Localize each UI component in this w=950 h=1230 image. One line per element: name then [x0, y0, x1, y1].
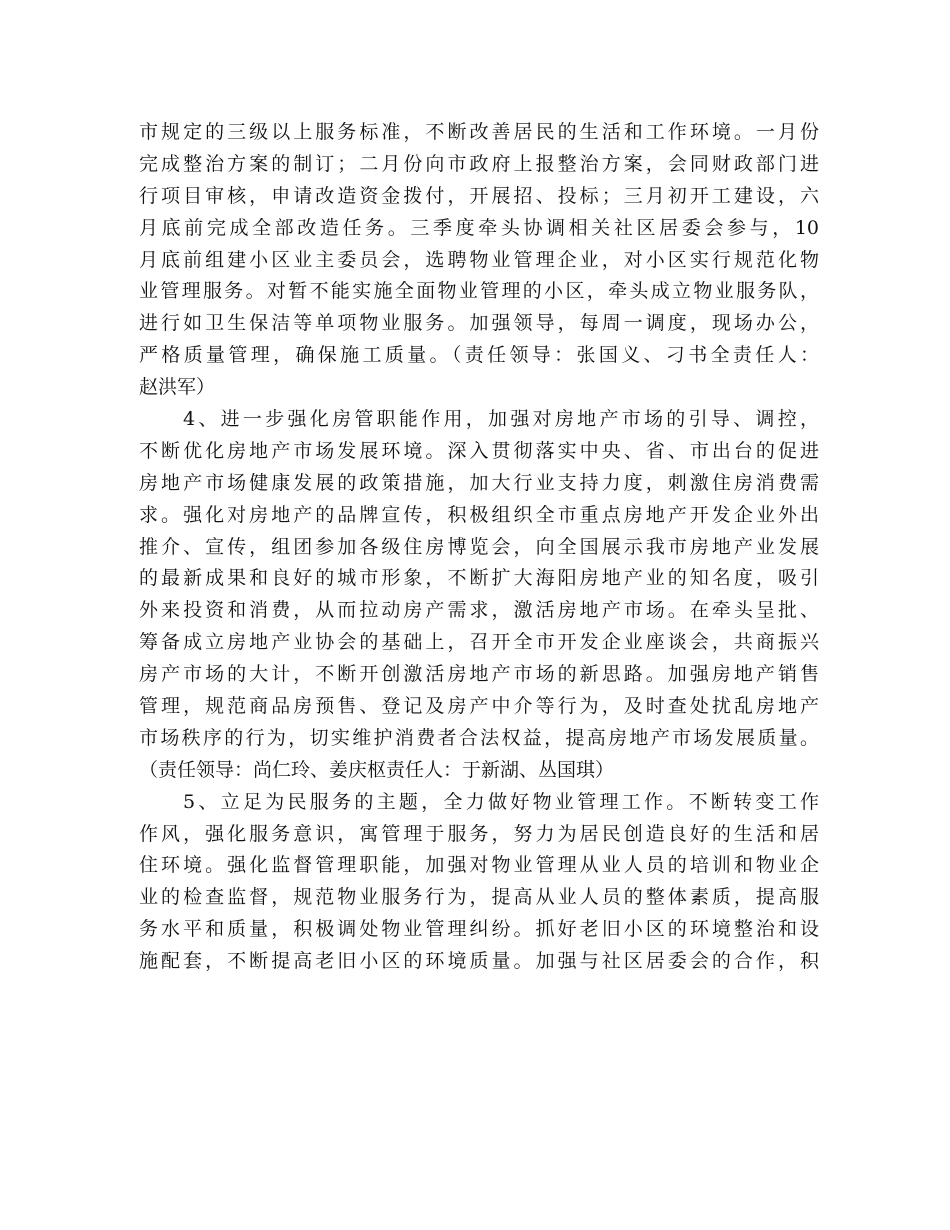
text-line: 外来投资和消费，从而拉动房产需求，激活房地产市场。在牵头呈批、 [139, 599, 819, 622]
text-line: 的最新成果和良好的城市形象，不断扩大海阳房地产业的知名度，吸引 [139, 567, 819, 590]
document-page [139, 117, 819, 978]
text-line: 求。强化对房地产的品牌宣传，积极组织全市重点房地产开发企业外出 [139, 503, 819, 526]
paragraph-1 [139, 117, 819, 404]
text-line: 不断优化房地产市场发展环境。深入贯彻落实中央、省、市出台的促进 [139, 439, 819, 462]
text-line: 完成整治方案的制订；二月份向市政府上报整治方案，会同财政部门进 [139, 152, 819, 175]
text-line: 务水平和质量，积极调处物业管理纠纷。抓好老旧小区的环境整治和设 [139, 918, 819, 941]
text-line: 严格质量管理，确保施工质量。（责任领导：张国义、刁书全责任人： [139, 344, 819, 367]
text-line: 5、立足为民服务的主题，全力做好物业管理工作。不断转变工作 [183, 790, 819, 813]
text-line: 管理，规范商品房预售、登记及房产中介等行为，及时查处扰乱房地产 [139, 695, 819, 718]
text-line: 4、进一步强化房管职能作用，加强对房地产市场的引导、调控， [183, 408, 819, 431]
text-line: 住环境。强化监督管理职能，加强对物业管理从业人员的培训和物业企 [139, 854, 819, 877]
text-line: （责任领导：尚仁玲、姜庆枢责任人：于新湖、丛国琪） [139, 758, 615, 781]
text-line: 施配套，不断提高老旧小区的环境质量。加强与社区居委会的合作，积 [139, 950, 819, 973]
text-line: 筹备成立房地产业协会的基础上，召开全市开发企业座谈会，共商振兴 [139, 631, 819, 654]
text-line: 房地产市场健康发展的政策措施，加大行业支持力度，刺激住房消费需 [139, 471, 819, 494]
text-line: 市规定的三级以上服务标准，不断改善居民的生活和工作环境。一月份 [139, 121, 819, 143]
text-line: 作风，强化服务意识，寓管理于服务，努力为居民创造良好的生活和居 [139, 822, 819, 845]
text-line: 赵洪军） [139, 376, 216, 399]
text-line: 市场秩序的行为，切实维护消费者合法权益，提高房地产市场发展质量。 [139, 726, 819, 749]
text-line: 业的检查监督，规范物业服务行为，提高从业人员的整体素质，提高服 [139, 886, 819, 909]
text-line: 行项目审核，申请改造资金拨付，开展招、投标；三月初开工建设，六 [139, 184, 819, 207]
text-line: 月底前完成全部改造任务。三季度牵头协调相关社区居委会参与，10 [139, 216, 819, 239]
paragraph-item-5 [139, 787, 819, 978]
text-line: 月底前组建小区业主委员会，选聘物业管理企业，对小区实行规范化物 [139, 248, 819, 271]
text-line: 业管理服务。对暂不能实施全面物业管理的小区，牵头成立物业服务队， [139, 280, 819, 303]
text-line: 进行如卫生保洁等单项物业服务。加强领导，每周一调度，现场办公， [139, 312, 819, 335]
text-line: 推介、宣传，组团参加各级住房博览会，向全国展示我市房地产业发展 [139, 535, 819, 558]
text-line: 房产市场的大计，不断开创激活房地产市场的新思路。加强房地产销售 [139, 663, 819, 686]
paragraph-item-4 [139, 404, 819, 787]
